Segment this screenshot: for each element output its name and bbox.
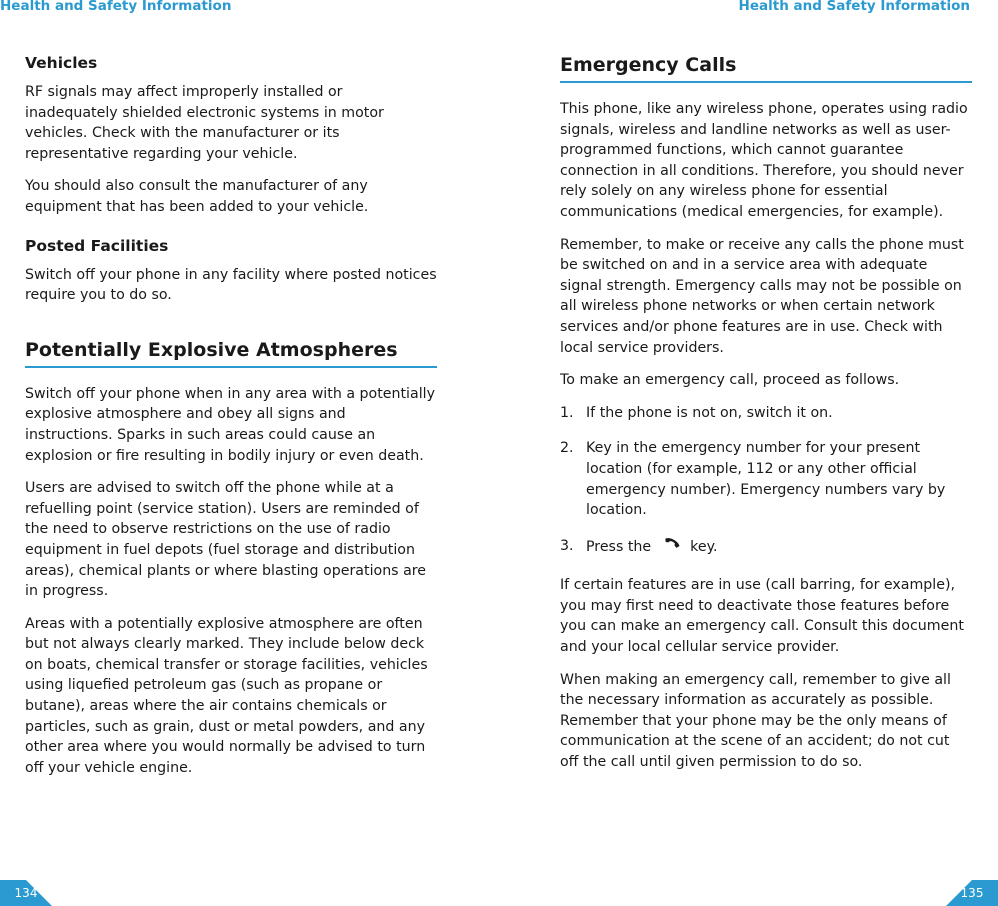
emergency-calls-heading: Emergency Calls [560, 53, 972, 83]
right-page [499, 0, 998, 906]
emergency-outro-1: If certain features are in use (call barring, for example), you may first need to deactivate those features before you can make an emergency call. Consult this document and your local cellular service provider. [560, 577, 964, 656]
page-number-left: 134 [14, 886, 38, 900]
emergency-outro-2: When making an emergency call, remember to give all the necessary information as accurately as possible. Remember that your phone may be the only means of communication at the scene of an accident; do not cut off the call until given permission to do so. [560, 671, 951, 771]
emergency-intro-1: This phone, like any wireless phone, operates using radio signals, wireless and landline networks as well as user-programmed functions, which cannot guarantee connection in all conditions. Therefore, you should never rely solely on any wireless phone for essential communications (medical emergencies, for example). [560, 101, 968, 220]
page-number-tab-right [946, 876, 998, 906]
running-head-left: Health and Safety Information [0, 0, 232, 14]
vehicles-paragraph-1: RF signals may affect improperly installed or inadequately shielded electronic systems in motor vehicles. Check with the manufacturer or its representative regarding your vehicle. [25, 84, 384, 162]
emergency-intro-2: Remember, to make or receive any calls the phone must be switched on and in a service area with adequate signal strength. Emergency calls may not be possible on all wireless phone networks or when certain network services and/or phone features are in use. Check with local service providers. [560, 236, 964, 356]
vehicles-paragraph-2: You should also consult the manufacturer of any equipment that has been added to your vehicle. [25, 178, 369, 215]
send-key-icon [660, 536, 682, 561]
explosive-paragraph-2: Users are advised to switch off the phone while at a refuelling point (service station). Users are reminded of the need to observe restrictions on the use of radio equipment in fuel depots (fuel storage and distribution areas), chemical plants or where blasting operations are in progress. [25, 480, 427, 600]
list-item [560, 438, 972, 520]
posted-facilities-heading: Posted Facilities [25, 236, 169, 255]
step-number: 2. [560, 440, 574, 457]
right-content [560, 53, 972, 785]
step-text [586, 536, 972, 561]
page-number-right: 135 [960, 886, 984, 900]
step-number: 3. [560, 537, 574, 554]
explosive-paragraph-3: Areas with a potentially explosive atmosphere are often but not always clearly marked. They include below deck on boats, chemical transfer or storage facilities, vehicles using liquefied petroleum gas (such as propane or butane), areas where the air contains chemicals or particles, such as grain, dust or metal powders, and any other area where you would normally be advised to turn off your vehicle engine. [25, 615, 428, 776]
step-text-after: key. [690, 538, 718, 555]
page-number-tab-left [0, 876, 52, 906]
vehicles-heading: Vehicles [25, 54, 98, 72]
step-text-before: Press the [586, 538, 652, 555]
step-text: If the phone is not on, switch it on. [586, 404, 833, 421]
explosive-atmospheres-heading: Potentially Explosive Atmospheres [25, 338, 437, 368]
posted-facilities-paragraph: Switch off your phone in any facility where posted notices require you to do so. [25, 266, 437, 304]
step-text: Key in the emergency number for your present location (for example, 112 or any other official emergency number). Emergency numbers vary by location. [586, 440, 946, 519]
left-content [25, 53, 437, 790]
running-head-right: Health and Safety Information [738, 0, 970, 14]
explosive-paragraph-1: Switch off your phone when in any area with a potentially explosive atmosphere and obey all signs and instructions. Sparks in such areas could cause an explosion or fire resulting in bodily injury or even death. [25, 385, 435, 464]
emergency-steps-list [560, 403, 972, 561]
list-item [560, 536, 972, 561]
step-number: 1. [560, 404, 574, 421]
emergency-intro-3: To make an emergency call, proceed as follows. [560, 372, 900, 389]
list-item [560, 403, 972, 424]
